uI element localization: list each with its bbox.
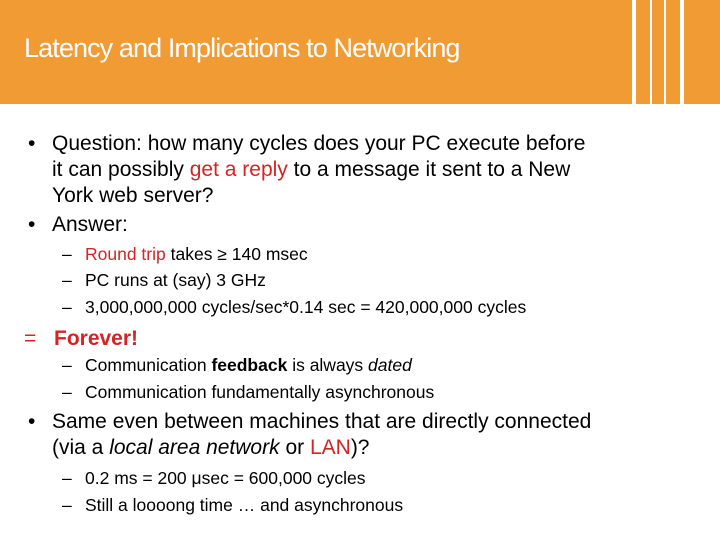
bullet-marker: • — [28, 132, 36, 155]
sub-bullet-marker: – — [62, 382, 72, 402]
sub-bullet-cycles-calc: 3,000,000,000 cycles/sec*0.14 sec = 420,000,000 cycles — [85, 297, 527, 317]
bullet-same-even-line-1: Same even between machines that are directly connected — [52, 410, 592, 433]
sub-bullet-marker: – — [62, 468, 72, 488]
sub-bullet-long-time: Still a loooong time … and asynchronous — [85, 495, 404, 515]
bullet-question-line-1: Question: how many cycles does your PC execute before — [52, 132, 586, 155]
sub-bullet-marker: – — [62, 495, 72, 515]
highlight-text: Round trip — [85, 244, 166, 264]
sub-bullet-marker: – — [62, 355, 72, 375]
bullet-same-even-line-2: (via a local area network or LAN)? — [52, 436, 370, 459]
highlight-text: LAN — [309, 436, 351, 459]
bullet-marker: • — [28, 410, 36, 433]
sub-bullet-marker: – — [62, 270, 72, 290]
equals-marker: = — [24, 327, 37, 350]
sub-bullet-marker: – — [62, 244, 72, 264]
bullet-question-line-2: it can possibly get a reply to a message it sent to a New — [52, 158, 571, 181]
forever-statement: Forever! — [54, 327, 139, 350]
sub-bullet-asynchronous: Communication fundamentally asynchronous — [85, 382, 435, 402]
highlight-text: get a reply — [189, 158, 288, 181]
sub-bullet-feedback: Communication feedback is always dated — [85, 355, 412, 375]
sub-bullet-marker: – — [62, 297, 72, 317]
bullet-marker: • — [28, 213, 36, 236]
slide-title: Latency and Implications to Networking — [24, 33, 460, 63]
sub-bullet-pc-speed: PC runs at (say) 3 GHz — [85, 270, 266, 290]
bullet-answer: Answer: — [52, 213, 128, 236]
sub-bullet-round-trip: Round trip takes ≥ 140 msec — [85, 244, 308, 264]
bullet-question-line-3: York web server? — [52, 184, 214, 207]
sub-bullet-lan-cycles: 0.2 ms = 200 μsec = 600,000 cycles — [85, 468, 366, 488]
